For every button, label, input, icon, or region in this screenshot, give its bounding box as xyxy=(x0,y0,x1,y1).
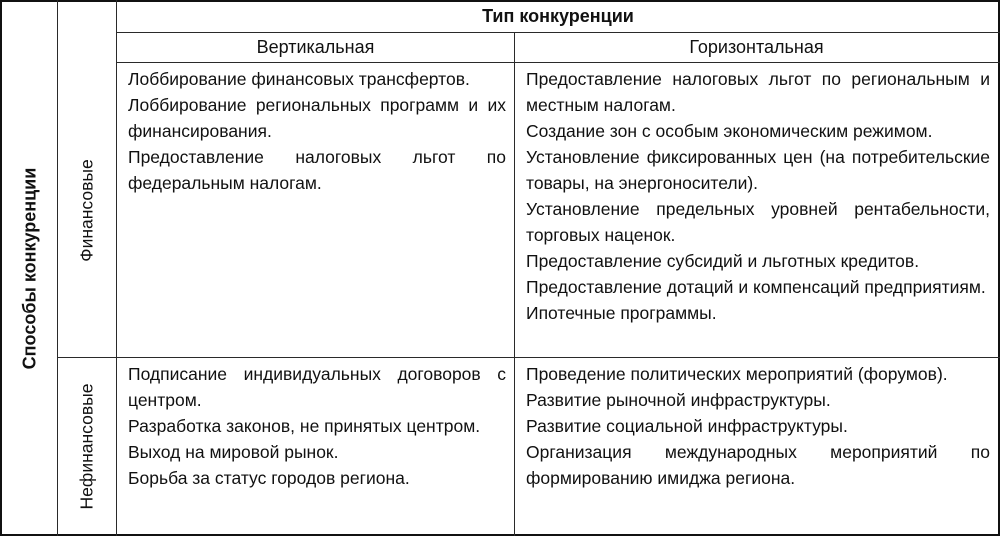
list-item: Создание зон с особым экономическим режимом. xyxy=(526,121,933,141)
list-item: Подписание индивидуальных договоров с центром. xyxy=(128,364,506,410)
list-item: Предоставление налоговых льгот по региональным и местным налогам. xyxy=(526,69,990,115)
row-label-financial-text: Финансовые xyxy=(76,158,97,262)
list-item: Разработка законов, не принятых центром. xyxy=(128,416,481,436)
header-competition-type: Тип конкуренции xyxy=(482,6,634,26)
cell-nonfinancial-vertical xyxy=(117,358,514,534)
list-item: Проведение политических мероприятий (форумов). xyxy=(526,364,948,384)
list-item: Предоставление дотаций и компенсаций предприятиям. xyxy=(526,277,986,297)
row-label-nonfinancial-text: Нефинансовые xyxy=(76,383,97,509)
cell-financial-horizontal xyxy=(515,63,998,357)
list-item: Предоставление субсидий и льготных кредитов. xyxy=(526,251,920,271)
list-item: Борьба за статус городов региона. xyxy=(128,468,410,488)
list-item: Выход на мировой рынок. xyxy=(128,442,339,462)
list-item: Установление предельных уровней рентабельности, торговых наценок. xyxy=(526,199,990,245)
cell-nonfinancial-horizontal xyxy=(515,358,998,534)
row-axis-label xyxy=(2,2,57,534)
row-label-nonfinancial xyxy=(58,358,116,534)
header-horizontal: Горизонтальная xyxy=(689,37,824,57)
list-item: Ипотечные программы. xyxy=(526,303,717,323)
header-vertical: Вертикальная xyxy=(256,37,375,57)
list-item: Развитие рыночной инфраструктуры. xyxy=(526,390,831,410)
list-item: Лоббирование региональных программ и их финансирования. xyxy=(128,95,506,141)
list-item: Лоббирование финансовых трансфертов. xyxy=(128,69,470,89)
row-label-financial xyxy=(58,63,116,357)
list-item: Установление фиксированных цен (на потребительские товары, на энергоносители). xyxy=(526,147,990,193)
list-item: Развитие социальной инфраструктуры. xyxy=(526,416,848,436)
list-item: Предоставление налоговых льгот по федеральным налогам. xyxy=(128,147,506,193)
row-axis-label-text: Способы конкуренции xyxy=(19,167,39,369)
list-item: Организация международных мероприятий по формированию имиджа региона. xyxy=(526,442,990,488)
cell-financial-vertical xyxy=(117,63,514,357)
